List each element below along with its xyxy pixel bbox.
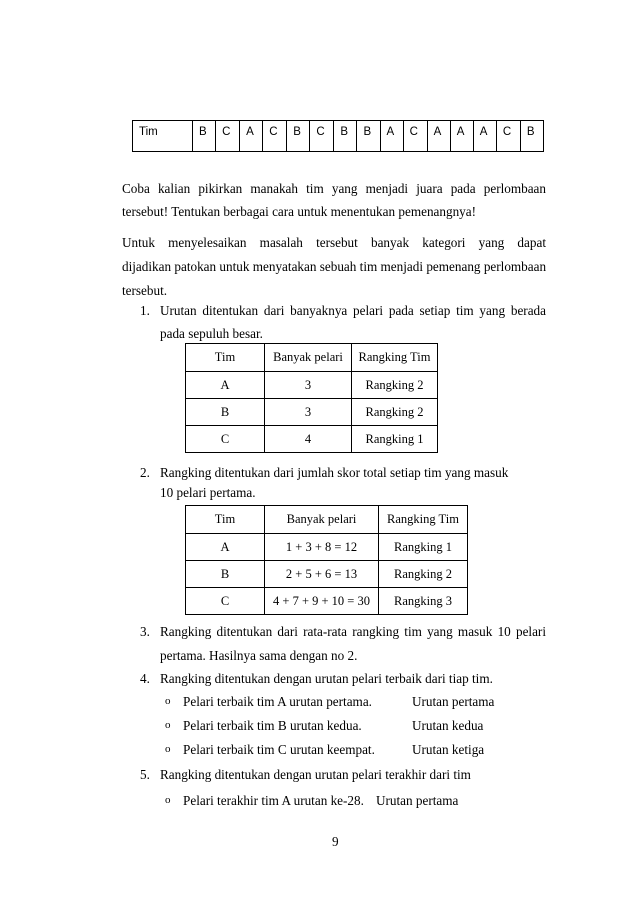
table-cell: A: [380, 121, 403, 152]
table-item-1: [185, 343, 438, 453]
item-1-line-2: pada sepuluh besar.: [160, 326, 263, 341]
item-2-line-2: 10 pelari pertama.: [160, 485, 256, 500]
explain-line-1: Untuk menyelesaikan masalah tersebut banyak kategori yang dapat: [122, 235, 546, 250]
bullet-result: Urutan kedua: [412, 718, 484, 733]
intro-line-2: tersebut! Tentukan berbagai cara untuk menentukan pemenangnya!: [122, 204, 477, 219]
bullet-result: Urutan pertama: [376, 793, 459, 808]
table-cell: C: [310, 121, 334, 152]
header-cell: Banyak pelari: [265, 506, 379, 534]
header-cell: Rangking Tim: [379, 506, 468, 534]
table-cell: C: [403, 121, 427, 152]
bullet-text: Pelari terbaik tim C urutan keempat.: [183, 742, 375, 757]
table-cell: Rangking 3: [379, 588, 468, 615]
table-cell: Rangking 2: [352, 372, 438, 399]
bullet-result: Urutan pertama: [412, 694, 495, 709]
bullet-icon: o: [165, 794, 171, 806]
table-cell: B: [520, 121, 543, 152]
table-cell: C: [186, 426, 265, 453]
table-cell: 2 + 5 + 6 = 13: [265, 561, 379, 588]
table-cell: B: [186, 399, 265, 426]
table-row: [186, 561, 468, 588]
table-cell: Rangking 2: [379, 561, 468, 588]
table-row: [186, 426, 438, 453]
table-cell: A: [427, 121, 450, 152]
bullet-icon: o: [165, 695, 171, 707]
bullet-text: Pelari terbaik tim A urutan pertama.: [183, 694, 372, 709]
header-cell: Tim: [186, 344, 265, 372]
table-cell: C: [186, 588, 265, 615]
table-header-row: [186, 506, 468, 534]
table-header-row: [186, 344, 438, 372]
list-number: 1.: [140, 303, 150, 318]
intro-line-1: Coba kalian pikirkan manakah tim yang menjadi juara pada perlombaan: [122, 181, 546, 196]
table-cell-label: Tim: [133, 121, 193, 152]
item-5-line-1: Rangking ditentukan dengan urutan pelari terakhir dari tim: [160, 767, 471, 782]
table-cell: Rangking 1: [379, 534, 468, 561]
header-cell: Rangking Tim: [352, 344, 438, 372]
table-cell: Rangking 2: [352, 399, 438, 426]
table-cell: C: [216, 121, 240, 152]
table-row: [133, 121, 544, 152]
table-cell: B: [334, 121, 357, 152]
table-cell: B: [186, 561, 265, 588]
table-row: [186, 372, 438, 399]
table-cell: B: [193, 121, 216, 152]
item-1-line-1: Urutan ditentukan dari banyaknya pelari pada setiap tim yang berada: [160, 303, 546, 318]
header-cell: Banyak pelari: [265, 344, 352, 372]
table-row: [186, 588, 468, 615]
list-number: 2.: [140, 465, 150, 480]
table-cell: 3: [265, 372, 352, 399]
table-cell: A: [240, 121, 263, 152]
bullet-icon: o: [165, 743, 171, 755]
table-cell: A: [450, 121, 473, 152]
bullet-text: Pelari terakhir tim A urutan ke-28.: [183, 793, 364, 808]
explain-line-3: tersebut.: [122, 283, 168, 298]
explain-line-2: dijadikan patokan untuk menyatakan sebuah tim menjadi pemenang perlombaan: [122, 259, 547, 274]
table-cell: A: [186, 534, 265, 561]
list-number: 5.: [140, 767, 150, 782]
item-3-line-1: Rangking ditentukan dari rata-rata rangking tim yang masuk 10 pelari: [160, 624, 546, 639]
table-cell: A: [186, 372, 265, 399]
team-sequence-table: [132, 120, 544, 152]
table-cell: 4 + 7 + 9 + 10 = 30: [265, 588, 379, 615]
item-3-line-2: pertama. Hasilnya sama dengan no 2.: [160, 648, 358, 663]
table-cell: A: [473, 121, 496, 152]
table-cell: 3: [265, 399, 352, 426]
list-number: 4.: [140, 671, 150, 686]
table-cell: C: [496, 121, 520, 152]
table-cell: Rangking 1: [352, 426, 438, 453]
table-cell: C: [263, 121, 287, 152]
item-2-line-1: Rangking ditentukan dari jumlah skor total setiap tim yang masuk: [160, 465, 509, 480]
table-cell: 4: [265, 426, 352, 453]
bullet-text: Pelari terbaik tim B urutan kedua.: [183, 718, 362, 733]
table-row: [186, 534, 468, 561]
table-row: [186, 399, 438, 426]
item-4-line-1: Rangking ditentukan dengan urutan pelari terbaik dari tiap tim.: [160, 671, 493, 686]
page-number: 9: [332, 834, 339, 849]
table-cell: B: [357, 121, 380, 152]
bullet-icon: o: [165, 719, 171, 731]
table-cell: B: [287, 121, 310, 152]
table-cell: 1 + 3 + 8 = 12: [265, 534, 379, 561]
table-item-2: [185, 505, 468, 615]
header-cell: Tim: [186, 506, 265, 534]
bullet-result: Urutan ketiga: [412, 742, 485, 757]
list-number: 3.: [140, 624, 150, 639]
